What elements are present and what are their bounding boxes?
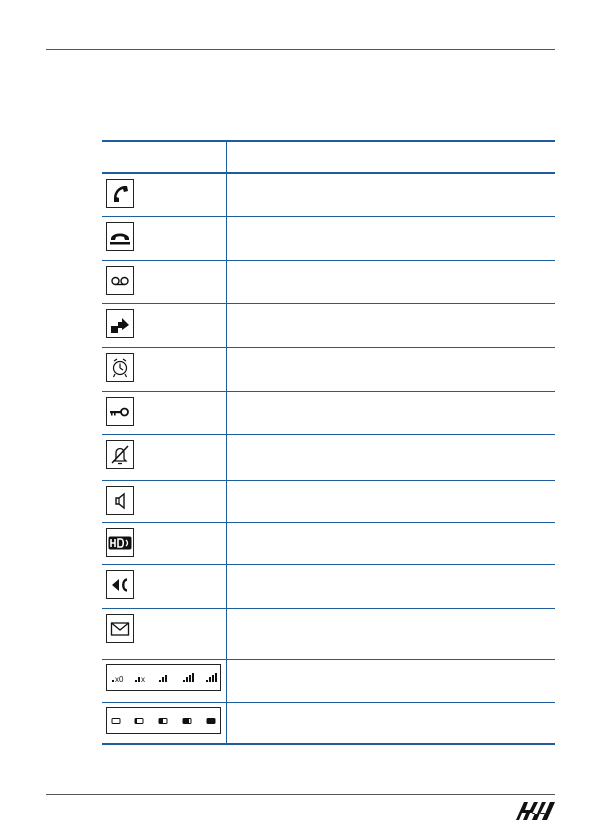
icon-cell bbox=[102, 660, 226, 702]
meaning-cell bbox=[226, 565, 555, 608]
table-row bbox=[102, 565, 555, 609]
meaning-cell bbox=[226, 304, 555, 347]
table-row bbox=[102, 523, 555, 565]
brand-logo bbox=[514, 798, 558, 827]
battery-levels-icon bbox=[106, 707, 221, 734]
header-cell-meaning bbox=[226, 142, 555, 172]
table-row bbox=[102, 261, 555, 304]
icon-cell bbox=[102, 703, 226, 743]
icon-cell bbox=[102, 523, 226, 564]
icon-cell bbox=[102, 435, 226, 480]
phone-offhook-icon bbox=[106, 179, 134, 208]
header-cell-icon bbox=[102, 142, 226, 172]
table-header bbox=[102, 142, 555, 174]
phone-onhook-icon bbox=[106, 222, 134, 251]
table-row bbox=[102, 609, 555, 660]
meaning-cell bbox=[226, 217, 555, 260]
call-forward-icon bbox=[106, 309, 134, 338]
icon-cell bbox=[102, 565, 226, 608]
icon-cell bbox=[102, 261, 226, 303]
meaning-cell bbox=[226, 348, 555, 391]
svg-text:x0: x0 bbox=[114, 674, 123, 684]
table-row bbox=[102, 435, 555, 481]
key-icon bbox=[106, 397, 134, 426]
table-row bbox=[102, 304, 555, 348]
icon-cell bbox=[102, 304, 226, 347]
icon-cell bbox=[102, 481, 226, 522]
meaning-cell bbox=[226, 660, 555, 702]
meaning-cell bbox=[226, 609, 555, 659]
voicemail-icon bbox=[106, 266, 134, 295]
icon-cell bbox=[102, 217, 226, 260]
meaning-cell bbox=[226, 392, 555, 434]
icon-cell bbox=[102, 392, 226, 434]
signal-strength-levels-icon bbox=[106, 664, 221, 691]
meaning-cell bbox=[226, 703, 555, 743]
dect-signal-icon bbox=[106, 570, 134, 599]
table-row bbox=[102, 348, 555, 392]
footer-rule bbox=[46, 794, 555, 795]
table-row bbox=[102, 174, 555, 217]
svg-text:x: x bbox=[140, 674, 145, 684]
table-row bbox=[102, 660, 555, 703]
icon-cell bbox=[102, 174, 226, 216]
ringer-off-icon bbox=[106, 440, 134, 469]
header-rule bbox=[46, 49, 555, 50]
table-row bbox=[102, 703, 555, 743]
speaker-icon bbox=[106, 486, 134, 515]
icon-table bbox=[102, 140, 555, 745]
hd-voice-icon bbox=[106, 528, 134, 557]
alarm-clock-icon bbox=[106, 353, 134, 382]
meaning-cell bbox=[226, 435, 555, 480]
meaning-cell bbox=[226, 261, 555, 303]
icon-cell bbox=[102, 348, 226, 391]
meaning-cell bbox=[226, 174, 555, 216]
message-envelope-icon bbox=[106, 614, 134, 643]
meaning-cell bbox=[226, 523, 555, 564]
icon-cell bbox=[102, 609, 226, 659]
table-row bbox=[102, 217, 555, 261]
table-row bbox=[102, 392, 555, 435]
meaning-cell bbox=[226, 481, 555, 522]
table-row bbox=[102, 481, 555, 523]
